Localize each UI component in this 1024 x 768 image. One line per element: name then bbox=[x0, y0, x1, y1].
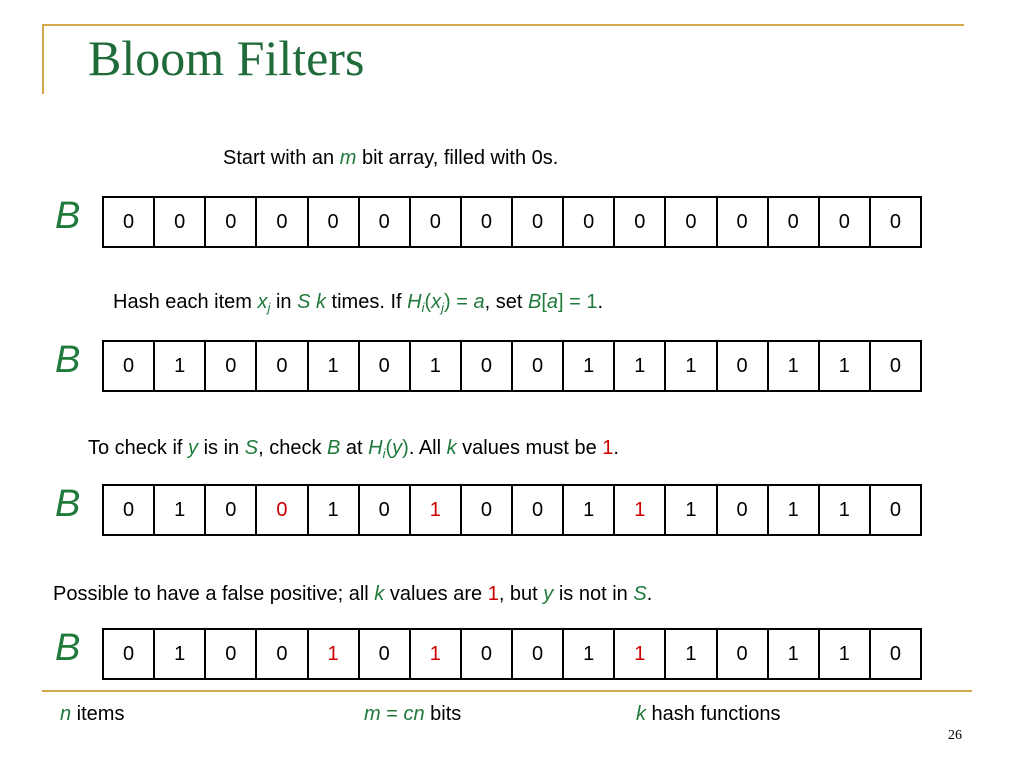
bit-cell: 1 bbox=[155, 486, 206, 534]
bit-cell: 0 bbox=[206, 342, 257, 390]
bit-cell: 1 bbox=[769, 630, 820, 678]
bit-cell: 1 bbox=[615, 630, 666, 678]
bit-cell: 1 bbox=[564, 486, 615, 534]
bit-cell: 0 bbox=[104, 198, 155, 246]
bit-cell: 0 bbox=[718, 198, 769, 246]
bit-cell: 1 bbox=[615, 486, 666, 534]
array-label-b-initial: B bbox=[55, 195, 81, 237]
bit-cell: 0 bbox=[257, 342, 308, 390]
bit-cell: 0 bbox=[104, 486, 155, 534]
bit-cell: 0 bbox=[889, 498, 901, 521]
bit-cell: 1 bbox=[769, 486, 820, 534]
bit-cell: 0 bbox=[257, 630, 308, 678]
title-frame-top-rule bbox=[42, 24, 964, 26]
bit-cell: 1 bbox=[666, 486, 717, 534]
array-label-b-false-positive: B bbox=[55, 627, 81, 669]
caption-initial-array: Start with an m bit array, filled with 0s. bbox=[223, 147, 559, 169]
bit-cell: 1 bbox=[666, 342, 717, 390]
bit-cell: 1 bbox=[309, 342, 360, 390]
bit-cell: 0 bbox=[769, 198, 820, 246]
array-label-b-check: B bbox=[55, 483, 81, 525]
bit-cell: 0 bbox=[462, 342, 513, 390]
bit-cell: 0 bbox=[462, 198, 513, 246]
bit-cell: 1 bbox=[155, 630, 206, 678]
slide-title: Bloom Filters bbox=[88, 30, 365, 86]
bit-cell: 1 bbox=[820, 342, 871, 390]
bit-cell: 1 bbox=[820, 486, 871, 534]
bit-cell: 1 bbox=[309, 486, 360, 534]
bit-cell: 0 bbox=[360, 630, 411, 678]
bit-cell: 0 bbox=[513, 630, 564, 678]
bit-cell: 0 bbox=[718, 342, 769, 390]
caption-membership-check: To check if y is in S, check B at $H_i(y)$. All k values must be 1. bbox=[88, 437, 619, 461]
bit-cell: 1 bbox=[615, 342, 666, 390]
bit-cell: 0 bbox=[206, 198, 257, 246]
page-number: 26 bbox=[948, 728, 962, 743]
caption-hash-items: Hash each item $x_j$ in S k times. If $H_i(x_j) = a$, set B[a] = 1. bbox=[113, 291, 604, 315]
footer-m-bits: m = cn bits bbox=[364, 703, 462, 725]
bit-cell: 0 bbox=[615, 198, 666, 246]
bit-cell: 1 bbox=[820, 630, 871, 678]
bit-cell: 1 bbox=[155, 342, 206, 390]
bit-cell: 0 bbox=[564, 198, 615, 246]
bit-cell: 0 bbox=[104, 342, 155, 390]
bit-cell: 0 bbox=[257, 198, 308, 246]
bit-cell: 0 bbox=[309, 198, 360, 246]
bit-cell: 1 bbox=[564, 630, 615, 678]
array-label-b-hashed: B bbox=[55, 339, 81, 381]
bit-cell: 0 bbox=[513, 342, 564, 390]
title-frame-left-rule bbox=[42, 24, 44, 94]
bit-cell: 0 bbox=[513, 486, 564, 534]
bit-cell: 1 bbox=[564, 342, 615, 390]
bit-cell: 1 bbox=[411, 486, 462, 534]
bit-array-false-positive bbox=[102, 628, 922, 680]
caption-false-positive: Possible to have a false positive; all k values are 1, but y is not in S. bbox=[53, 583, 653, 605]
bit-cell: 1 bbox=[666, 630, 717, 678]
bit-cell: 0 bbox=[360, 198, 411, 246]
bit-array-check bbox=[102, 484, 922, 536]
bit-cell: 0 bbox=[206, 486, 257, 534]
bit-cell: 0 bbox=[360, 342, 411, 390]
bit-cell: 0 bbox=[889, 354, 901, 377]
bit-cell: 1 bbox=[411, 342, 462, 390]
bit-cell: 0 bbox=[820, 198, 871, 246]
bit-cell: 0 bbox=[462, 486, 513, 534]
footer-n-items: n items bbox=[60, 703, 125, 725]
bit-cell: 0 bbox=[889, 642, 901, 665]
bit-cell: 0 bbox=[889, 210, 901, 233]
footer-rule bbox=[42, 690, 972, 692]
bit-cell: 1 bbox=[309, 630, 360, 678]
bit-cell: 1 bbox=[411, 630, 462, 678]
bit-cell: 0 bbox=[718, 630, 769, 678]
bit-array-hashed bbox=[102, 340, 922, 392]
bit-cell: 0 bbox=[411, 198, 462, 246]
bit-cell: 0 bbox=[104, 630, 155, 678]
bit-array-initial bbox=[102, 196, 922, 248]
bit-cell: 0 bbox=[718, 486, 769, 534]
bit-cell: 0 bbox=[155, 198, 206, 246]
footer-k-hash-functions: k hash functions bbox=[636, 703, 781, 725]
bit-cell: 0 bbox=[206, 630, 257, 678]
bit-cell: 0 bbox=[462, 630, 513, 678]
bit-cell: 0 bbox=[257, 486, 308, 534]
bit-cell: 0 bbox=[360, 486, 411, 534]
bit-cell: 0 bbox=[666, 198, 717, 246]
bit-cell: 0 bbox=[513, 198, 564, 246]
bit-cell: 1 bbox=[769, 342, 820, 390]
